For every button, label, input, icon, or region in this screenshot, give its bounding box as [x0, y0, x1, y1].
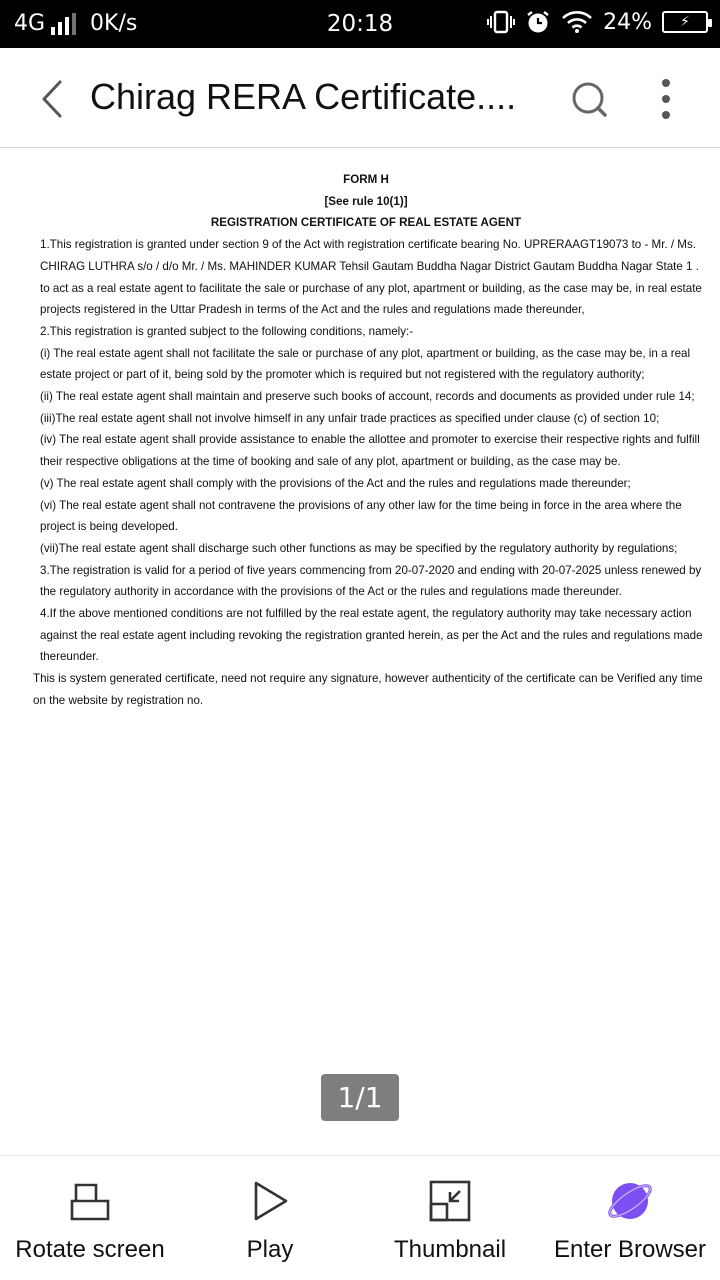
network-speed: 0K/s: [90, 11, 138, 36]
condition-iii: (iii)The real estate agent shall not involve himself in any unfair trade practices as specified under clause (c) of section 10;: [40, 411, 660, 425]
more-options-button[interactable]: [650, 74, 682, 124]
condition-i: (i) The real estate agent shall not facilitate the sale or purchase of any plot, apartment or building, as the case may be, in a real estate project or part of it, being sold by the promoter which is required but not registered with the regulatory authority;: [40, 346, 691, 382]
condition-ii: (ii) The real estate agent shall maintain and preserve such books of account, records and documents as provided under rule 14;: [40, 390, 695, 404]
network-type: 4G: [14, 11, 46, 36]
paragraph-2: 2.This registration is granted subject to the following conditions, namely:-: [40, 324, 414, 338]
condition-vi: (vi) The real estate agent shall not contravene the provisions of any other law for the time being in force in the area where the project is being developed.: [40, 498, 682, 534]
thumbnail-icon: [428, 1179, 472, 1223]
enter-browser-label: Enter Browser: [553, 1236, 707, 1263]
battery-charging-icon: ⚡: [662, 11, 708, 33]
certificate-page: [0, 169, 720, 712]
status-bar: [0, 0, 720, 48]
paragraph-3: 3.The registration is valid for a period of five years commencing from 20-07-2020 and ending with 20-07-2025 unless renewed by the regulatory authority in accordance with the provisions of the Act or the rules and regulations made thereunder.: [40, 563, 702, 599]
app-bar: [0, 48, 720, 148]
document-title: Chirag RERA Certificate....: [90, 76, 517, 117]
play-button[interactable]: [180, 1156, 360, 1280]
search-icon: [566, 76, 614, 124]
condition-vii: (vii)The real estate agent shall discharge such other functions as may be specified by the regulatory authority by regulations;: [40, 541, 678, 555]
paragraph-1: 1.This registration is granted under section 9 of the Act with registration certificate bearing No. UPRERAAGT19073 to - Mr. / Ms. CHIRAG LUTHRA s/o / d/o Mr. / Ms. MAHINDER KUMAR Tehsil Gautam Buddha Nagar District Gautam Buddha Nagar State 1 . to act as a real estate agent to facilitate the sale or purchase of any plot, apartment or building, as the case may be, in real estate projects registered in the Uttar Pradesh in terms of the Act and the rules and regulations made thereunder,: [40, 238, 702, 317]
status-icons: [487, 9, 708, 35]
search-button[interactable]: [566, 76, 614, 124]
rotate-screen-button[interactable]: [0, 1156, 180, 1280]
form-heading: FORM H: [343, 173, 389, 186]
system-generated-note: This is system generated certificate, need not require any signature, however authenticity of the certificate can be Verified any time on the website by registration no.: [33, 672, 703, 707]
more-vertical-icon: [650, 74, 682, 124]
browser-planet-icon: [605, 1176, 655, 1226]
back-arrow-icon: [40, 79, 64, 119]
back-button[interactable]: [30, 72, 74, 126]
enter-browser-button[interactable]: [540, 1156, 720, 1280]
clock: 20:18: [326, 11, 394, 37]
page-indicator: 1/1: [321, 1074, 399, 1121]
play-icon: [248, 1179, 292, 1223]
wifi-icon: [561, 10, 593, 34]
play-label: Play: [246, 1236, 294, 1263]
paragraph-4: 4.If the above mentioned conditions are not fulfilled by the real estate agent, the regulatory authority may take necessary action against the real estate agent including revoking the registration granted herein, as per the Act and the rules and regulations made thereunder.: [40, 607, 703, 664]
document-viewer[interactable]: [0, 149, 720, 1155]
condition-iv: (iv) The real estate agent shall provide assistance to enable the allottee and promoter to exercise their respective rights and fulfill their respective obligations at the time of booking and sale of any plot, apartment or building, as the case may be.: [40, 433, 700, 469]
condition-v: (v) The real estate agent shall comply with the provisions of the Act and the rules and regulations made thereunder;: [40, 476, 631, 490]
thumbnail-button[interactable]: [360, 1156, 540, 1280]
vibrate-icon: [487, 9, 515, 35]
bottom-toolbar: [0, 1155, 720, 1280]
rotate-screen-icon: [68, 1179, 112, 1223]
certificate-heading: REGISTRATION CERTIFICATE OF REAL ESTATE AGENT: [210, 216, 522, 230]
rule-heading: [See rule 10(1)]: [324, 194, 408, 208]
thumbnail-label: Thumbnail: [393, 1236, 507, 1263]
battery-percent: 24%: [603, 9, 652, 35]
alarm-icon: [525, 9, 551, 35]
rotate-screen-label: Rotate screen: [15, 1236, 165, 1263]
